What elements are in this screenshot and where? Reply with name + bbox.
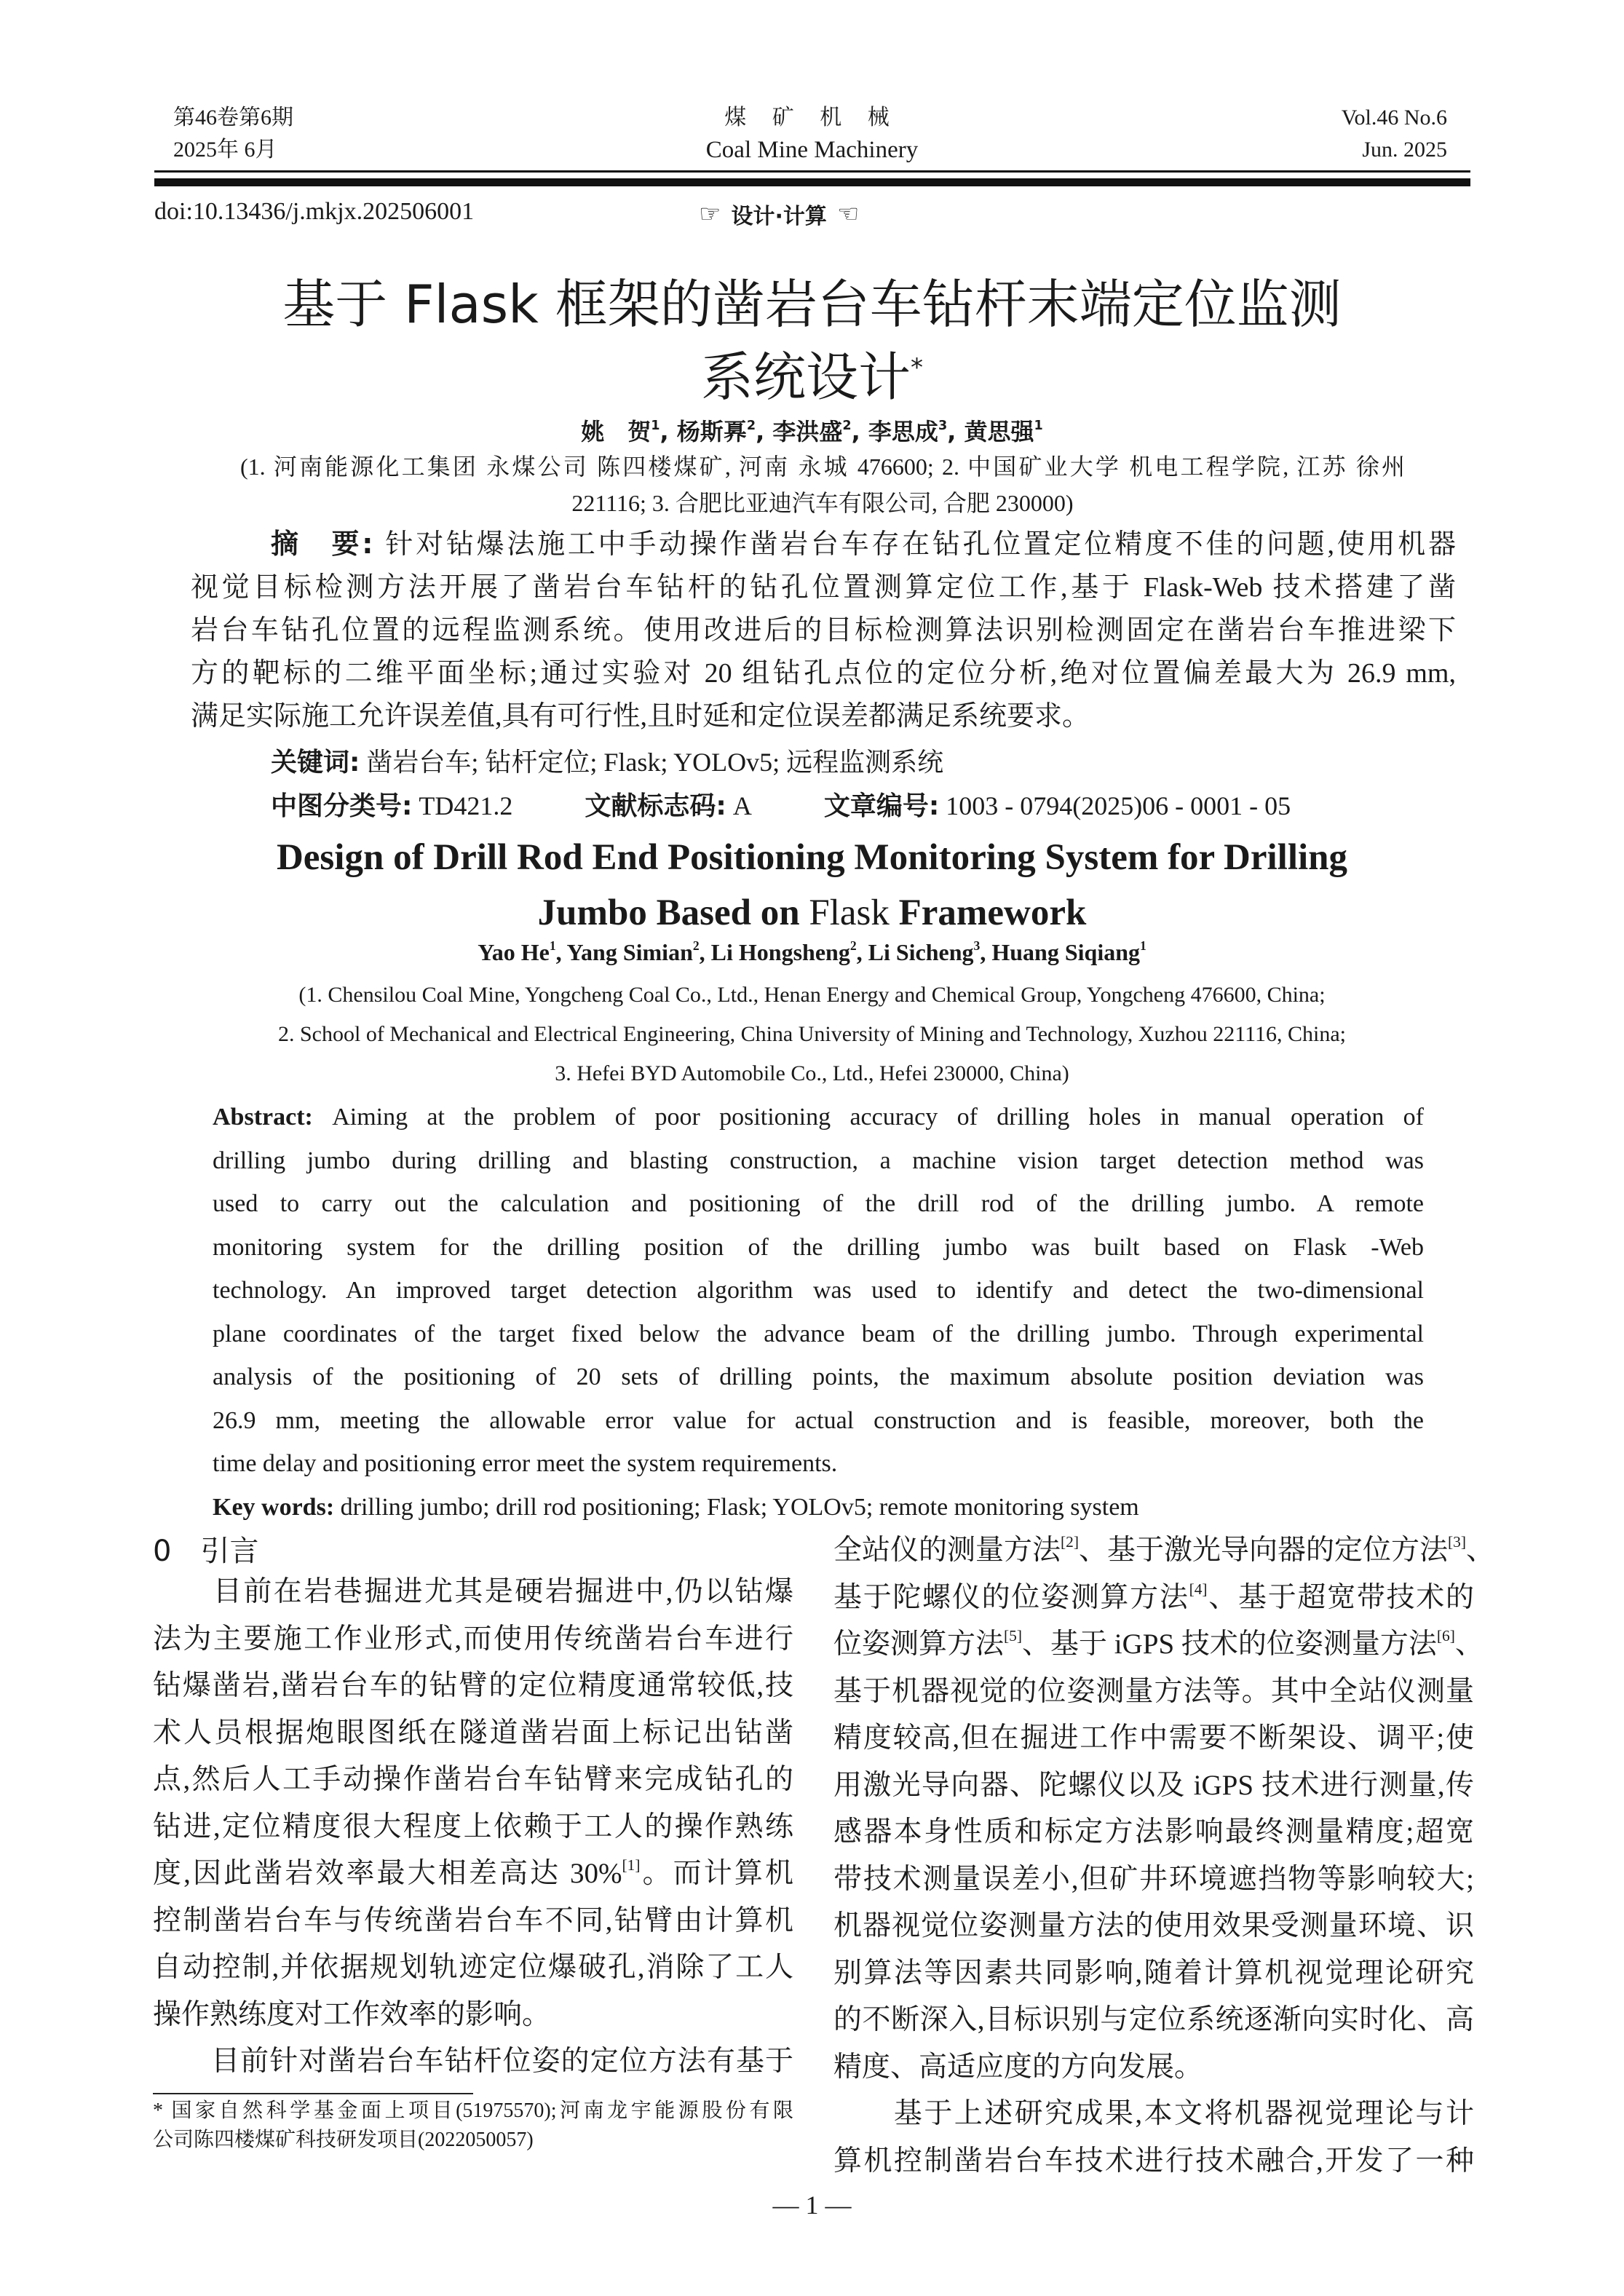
body-text-line: 的不断深入,目标识别与定位系统逐渐向实时化、高 bbox=[833, 2004, 1474, 2035]
keywords-en-text: drilling jumbo; drill rod positioning; Flask; YOLOv5; remote monitoring system bbox=[340, 1494, 1139, 1521]
keywords-en-label: Key words: bbox=[213, 1494, 335, 1521]
title-line-2-text: 系统设计 bbox=[700, 347, 911, 408]
column-label bbox=[699, 198, 859, 230]
body-text-line: 术人员根据炮眼图纸在隧道凿岩面上标记出钻凿 bbox=[153, 1717, 793, 1749]
title-en-part: Framework bbox=[889, 892, 1087, 933]
column-name: 设计·计算 bbox=[731, 204, 827, 229]
abstract-label: 摘 要: bbox=[271, 528, 386, 560]
keywords-en bbox=[213, 1486, 1139, 1529]
journal-volume bbox=[1342, 102, 1447, 166]
keywords-cn bbox=[271, 741, 943, 784]
keywords-cn-text: 凿岩台车; 钻杆定位; Flask; YOLOv5; 远程监测系统 bbox=[366, 748, 944, 777]
abstract-en bbox=[213, 1096, 1424, 1486]
body-text-line: 基于机器视觉的位姿测量方法等。其中全站仪测量 bbox=[833, 1675, 1474, 1707]
body-text-line: 度,因此凿岩效率最大相差高达 30%[1]。而计算机 bbox=[153, 1856, 793, 1889]
body-left-column bbox=[153, 1569, 793, 2086]
body-right-column bbox=[833, 1527, 1495, 2185]
title-line-2 bbox=[0, 341, 1624, 413]
abstract-line: 方的靶标的二维平面坐标;通过实验对 20 组钻孔点位的定位分析,绝对位置偏差最大为 26.9 mm, bbox=[191, 658, 1456, 689]
author-affiliation-mark: 3 bbox=[973, 938, 981, 953]
article-number-value: 1003 - 0794(2025)06 - 0001 - 05 bbox=[946, 791, 1291, 820]
clc-value: TD421.2 bbox=[419, 791, 513, 820]
body-text-line: 全站仪的测量方法[2]、基于激光导向器的定位方法[3]、 bbox=[833, 1532, 1495, 1566]
doc-code-value: A bbox=[732, 791, 752, 820]
body-text-line: 控制凿岩台车与传统凿岩台车不同,钻臂由计算机 bbox=[153, 1904, 793, 1936]
footnote-rule bbox=[153, 2093, 473, 2094]
title-en-line-2 bbox=[0, 885, 1624, 941]
doi: doi:10.13436/j.mkjx.202506001 bbox=[154, 198, 475, 225]
abstract-line: 满足实际施工允许误差值,具有可行性,且时延和定位误差都满足系统要求。 bbox=[191, 701, 1090, 732]
abstract-line: monitoring system for the drilling position of the drilling jumbo was built based on Flask -Web bbox=[213, 1233, 1424, 1261]
abstract-line: 岩台车钻孔位置的远程监测系统。使用改进后的目标检测算法识别检测固定在凿岩台车推进梁下 bbox=[191, 615, 1456, 646]
volume-number: Vol.46 No.6 bbox=[1341, 106, 1447, 130]
author-affiliation-mark: 3 bbox=[938, 418, 948, 433]
doc-code-label: 文献标志码: bbox=[585, 791, 726, 821]
abstract-line: used to carry out the calculation and positioning of the drill rod of the drilling jumbo. A remote bbox=[213, 1190, 1424, 1217]
body-text-line: 基于上述研究成果,本文将机器视觉理论与计 bbox=[833, 2098, 1474, 2129]
body-text-line: 操作熟练度对工作效率的影响。 bbox=[153, 1998, 551, 2030]
body-text-line: 基于陀螺仪的位姿测算方法[4]、基于超宽带技术的 bbox=[833, 1580, 1474, 1613]
abstract-line: drilling jumbo during drilling and blasting construction, a machine vision target detection method was bbox=[213, 1147, 1424, 1174]
header-rule-thin bbox=[154, 170, 1470, 173]
affiliation-cn bbox=[240, 448, 1405, 521]
abstract-line: Abstract: Aiming at the problem of poor positioning accuracy of drilling holes in manual operation of bbox=[213, 1104, 1425, 1131]
author-affiliation-mark: 1 bbox=[549, 938, 556, 953]
body-text-line: 机器视觉位姿测量方法的使用效果受测量环境、识 bbox=[833, 1910, 1474, 1941]
body-text-line: 目前针对凿岩台车钻杆位姿的定位方法有基于 bbox=[153, 2046, 793, 2077]
author-affiliation-mark: 2 bbox=[849, 938, 857, 953]
affiliation-en-line: (1. Chensilou Coal Mine, Yongcheng Coal Co., Ltd., Henan Energy and Chemical Group, Yongcheng 476600, China; bbox=[298, 983, 1326, 1007]
journal-name-en: Coal Mine Machinery bbox=[705, 137, 919, 163]
author-affiliation-mark: 1 bbox=[1140, 938, 1146, 953]
abstract-cn bbox=[191, 523, 1456, 738]
abstract-line: time delay and positioning error meet the system requirements. bbox=[213, 1450, 838, 1477]
author: Li Hongsheng bbox=[710, 939, 850, 965]
abstract-line: technology. An improved target detection algorithm was used to identify and detect the two-dimensional bbox=[213, 1277, 1424, 1304]
affiliation-cn-line: 221116; 3. 合肥比亚迪汽车有限公司, 合肥 230000) bbox=[571, 490, 1074, 516]
author: Yao He bbox=[478, 939, 550, 965]
volume-date: Jun. 2025 bbox=[1362, 138, 1447, 162]
footnote-line: 公司陈四楼煤矿科技研发项目(2022050057) bbox=[153, 2129, 534, 2151]
body-text-line: 法为主要施工作业形式,而使用传统凿岩台车进行 bbox=[153, 1623, 793, 1655]
body-text-line: 带技术测量误差小,但矿井环境遮挡物等影响较大; bbox=[833, 1863, 1474, 1895]
affiliation-en-line: 2. School of Mechanical and Electrical Engineering, China University of Mining and Technology, Xuzhou 221116, China; bbox=[277, 1022, 1346, 1046]
body-text-line: 感器本身性质和标定方法影响最终测量精度;超宽 bbox=[833, 1816, 1474, 1848]
page-number: — 1 — bbox=[772, 2190, 852, 2220]
body-text-line: 点,然后人工手动操作凿岩台车钻臂来完成钻孔的 bbox=[153, 1764, 793, 1795]
affiliation-en-line: 3. Hefei BYD Automobile Co., Ltd., Hefei 230000, China) bbox=[555, 1061, 1069, 1085]
title-line-1: 基于 Flask 框架的凿岩台车钻杆末端定位监测 bbox=[282, 274, 1342, 335]
affiliation-en bbox=[0, 975, 1624, 1093]
classification bbox=[271, 785, 1291, 828]
author: 姚 贺 bbox=[581, 418, 651, 446]
title-mark: * bbox=[911, 352, 923, 382]
title-en-flask: Flask bbox=[809, 892, 890, 933]
author: 李洪盛 bbox=[772, 418, 843, 446]
author-affiliation-mark: 1 bbox=[651, 418, 660, 433]
author: Yang Simian bbox=[566, 939, 693, 965]
body-text-line: 钻爆凿岩,凿岩台车的钻臂的定位精度通常较低,技 bbox=[153, 1670, 793, 1701]
author-affiliation-mark: 1 bbox=[1034, 418, 1043, 433]
body-text-line: 用激光导向器、陀螺仪以及 iGPS 技术进行测量,传 bbox=[833, 1769, 1474, 1801]
abstract-line: 视觉目标检测方法开展了凿岩台车钻杆的钻孔位置测算定位工作,基于 Flask-Web 技术搭建了凿 bbox=[191, 572, 1456, 603]
body-text-line: 别算法等因素共同影响,随着计算机视觉理论研究 bbox=[833, 1957, 1474, 1989]
body-text-line: 位姿测算方法[5]、基于 iGPS 技术的位姿测量方法[6]、 bbox=[833, 1626, 1484, 1660]
body-text-line: 自动控制,并依据规划轨迹定位爆破孔,消除了工人 bbox=[153, 1952, 793, 1983]
section-heading bbox=[153, 1533, 258, 1569]
section-number: 0 bbox=[153, 1535, 172, 1568]
journal-name-cn: 煤 矿 机 械 bbox=[724, 106, 900, 130]
pointing-hand-left-icon: ☜ bbox=[836, 199, 860, 229]
page-title bbox=[0, 268, 1624, 413]
abstract-line: plane coordinates of the target fixed below the advance beam of the drilling jumbo. Through experimental bbox=[213, 1320, 1424, 1347]
body-text-line: 精度、高适应度的方向发展。 bbox=[833, 2051, 1203, 2083]
author: Li Sicheng bbox=[868, 939, 974, 965]
issue-volume: 第46卷第6期 bbox=[173, 106, 293, 130]
author-affiliation-mark: 2 bbox=[692, 938, 700, 953]
author: 杨斯奡 bbox=[676, 418, 747, 446]
author: 黄思强 bbox=[964, 418, 1034, 446]
keywords-cn-label: 关键词: bbox=[271, 748, 360, 777]
body-text-line: 钻进,定位精度很大程度上依赖于工人的操作熟练 bbox=[153, 1810, 793, 1842]
title-en bbox=[0, 830, 1624, 941]
abstract-line: 26.9 mm, meeting the allowable error value for actual construction and is feasible, moreover, both the bbox=[213, 1406, 1424, 1434]
footnote-line: * 国家自然科学基金面上项目(51975570);河南龙宇能源股份有限 bbox=[153, 2099, 793, 2122]
footnote bbox=[153, 2097, 793, 2155]
section-title: 引言 bbox=[200, 1535, 259, 1568]
clc-label: 中图分类号: bbox=[271, 791, 413, 821]
body-text-line: 目前在岩巷掘进尤其是硬岩掘进中,仍以钻爆 bbox=[153, 1576, 793, 1607]
author: Huang Siqiang bbox=[991, 939, 1140, 965]
body-text-line: 算机控制凿岩台车技术进行技术融合,开发了一种 bbox=[833, 2145, 1474, 2177]
issue-date: 2025年 6月 bbox=[173, 138, 277, 162]
abstract-line: 摘 要: 针对钻爆法施工中手动操作凿岩台车存在钻孔位置定位精度不佳的问题,使用机器 bbox=[271, 528, 1456, 560]
title-en-part: Jumbo Based on bbox=[537, 892, 809, 933]
abstract-line: analysis of the positioning of 20 sets of drilling points, the maximum absolute position deviation was bbox=[213, 1363, 1424, 1390]
author-affiliation-mark: 2 bbox=[842, 418, 852, 433]
header-rule-thick bbox=[154, 178, 1470, 186]
author: 李思成 bbox=[868, 418, 938, 446]
affiliation-cn-line: (1. 河南能源化工集团 永煤公司 陈四楼煤矿, 河南 永城 476600; 2. 中国矿业大学 机电工程学院, 江苏 徐州 bbox=[240, 454, 1405, 480]
author-affiliation-mark: 2 bbox=[746, 418, 756, 433]
pointing-hand-right-icon: ☞ bbox=[699, 199, 721, 229]
abstract-label: Abstract: bbox=[213, 1104, 333, 1131]
body-text-line: 精度较高,但在掘进工作中需要不断架设、调平;使 bbox=[833, 1722, 1474, 1754]
article-number-label: 文章编号: bbox=[823, 791, 940, 821]
authors-en: Yao He$^1$, Yang Simian$^2$, Li Hongsheng$^2$, Li Sicheng$^3$, Huang Siqiang$^1$ bbox=[478, 938, 1146, 965]
authors-cn: 姚 贺$^1$, 杨斯奡$^2$, 李洪盛$^2$, 李思成$^3$, 黄思强$^1$ bbox=[581, 418, 1043, 446]
title-en-line-1: Design of Drill Rod End Positioning Monitoring System for Drilling bbox=[276, 837, 1348, 878]
